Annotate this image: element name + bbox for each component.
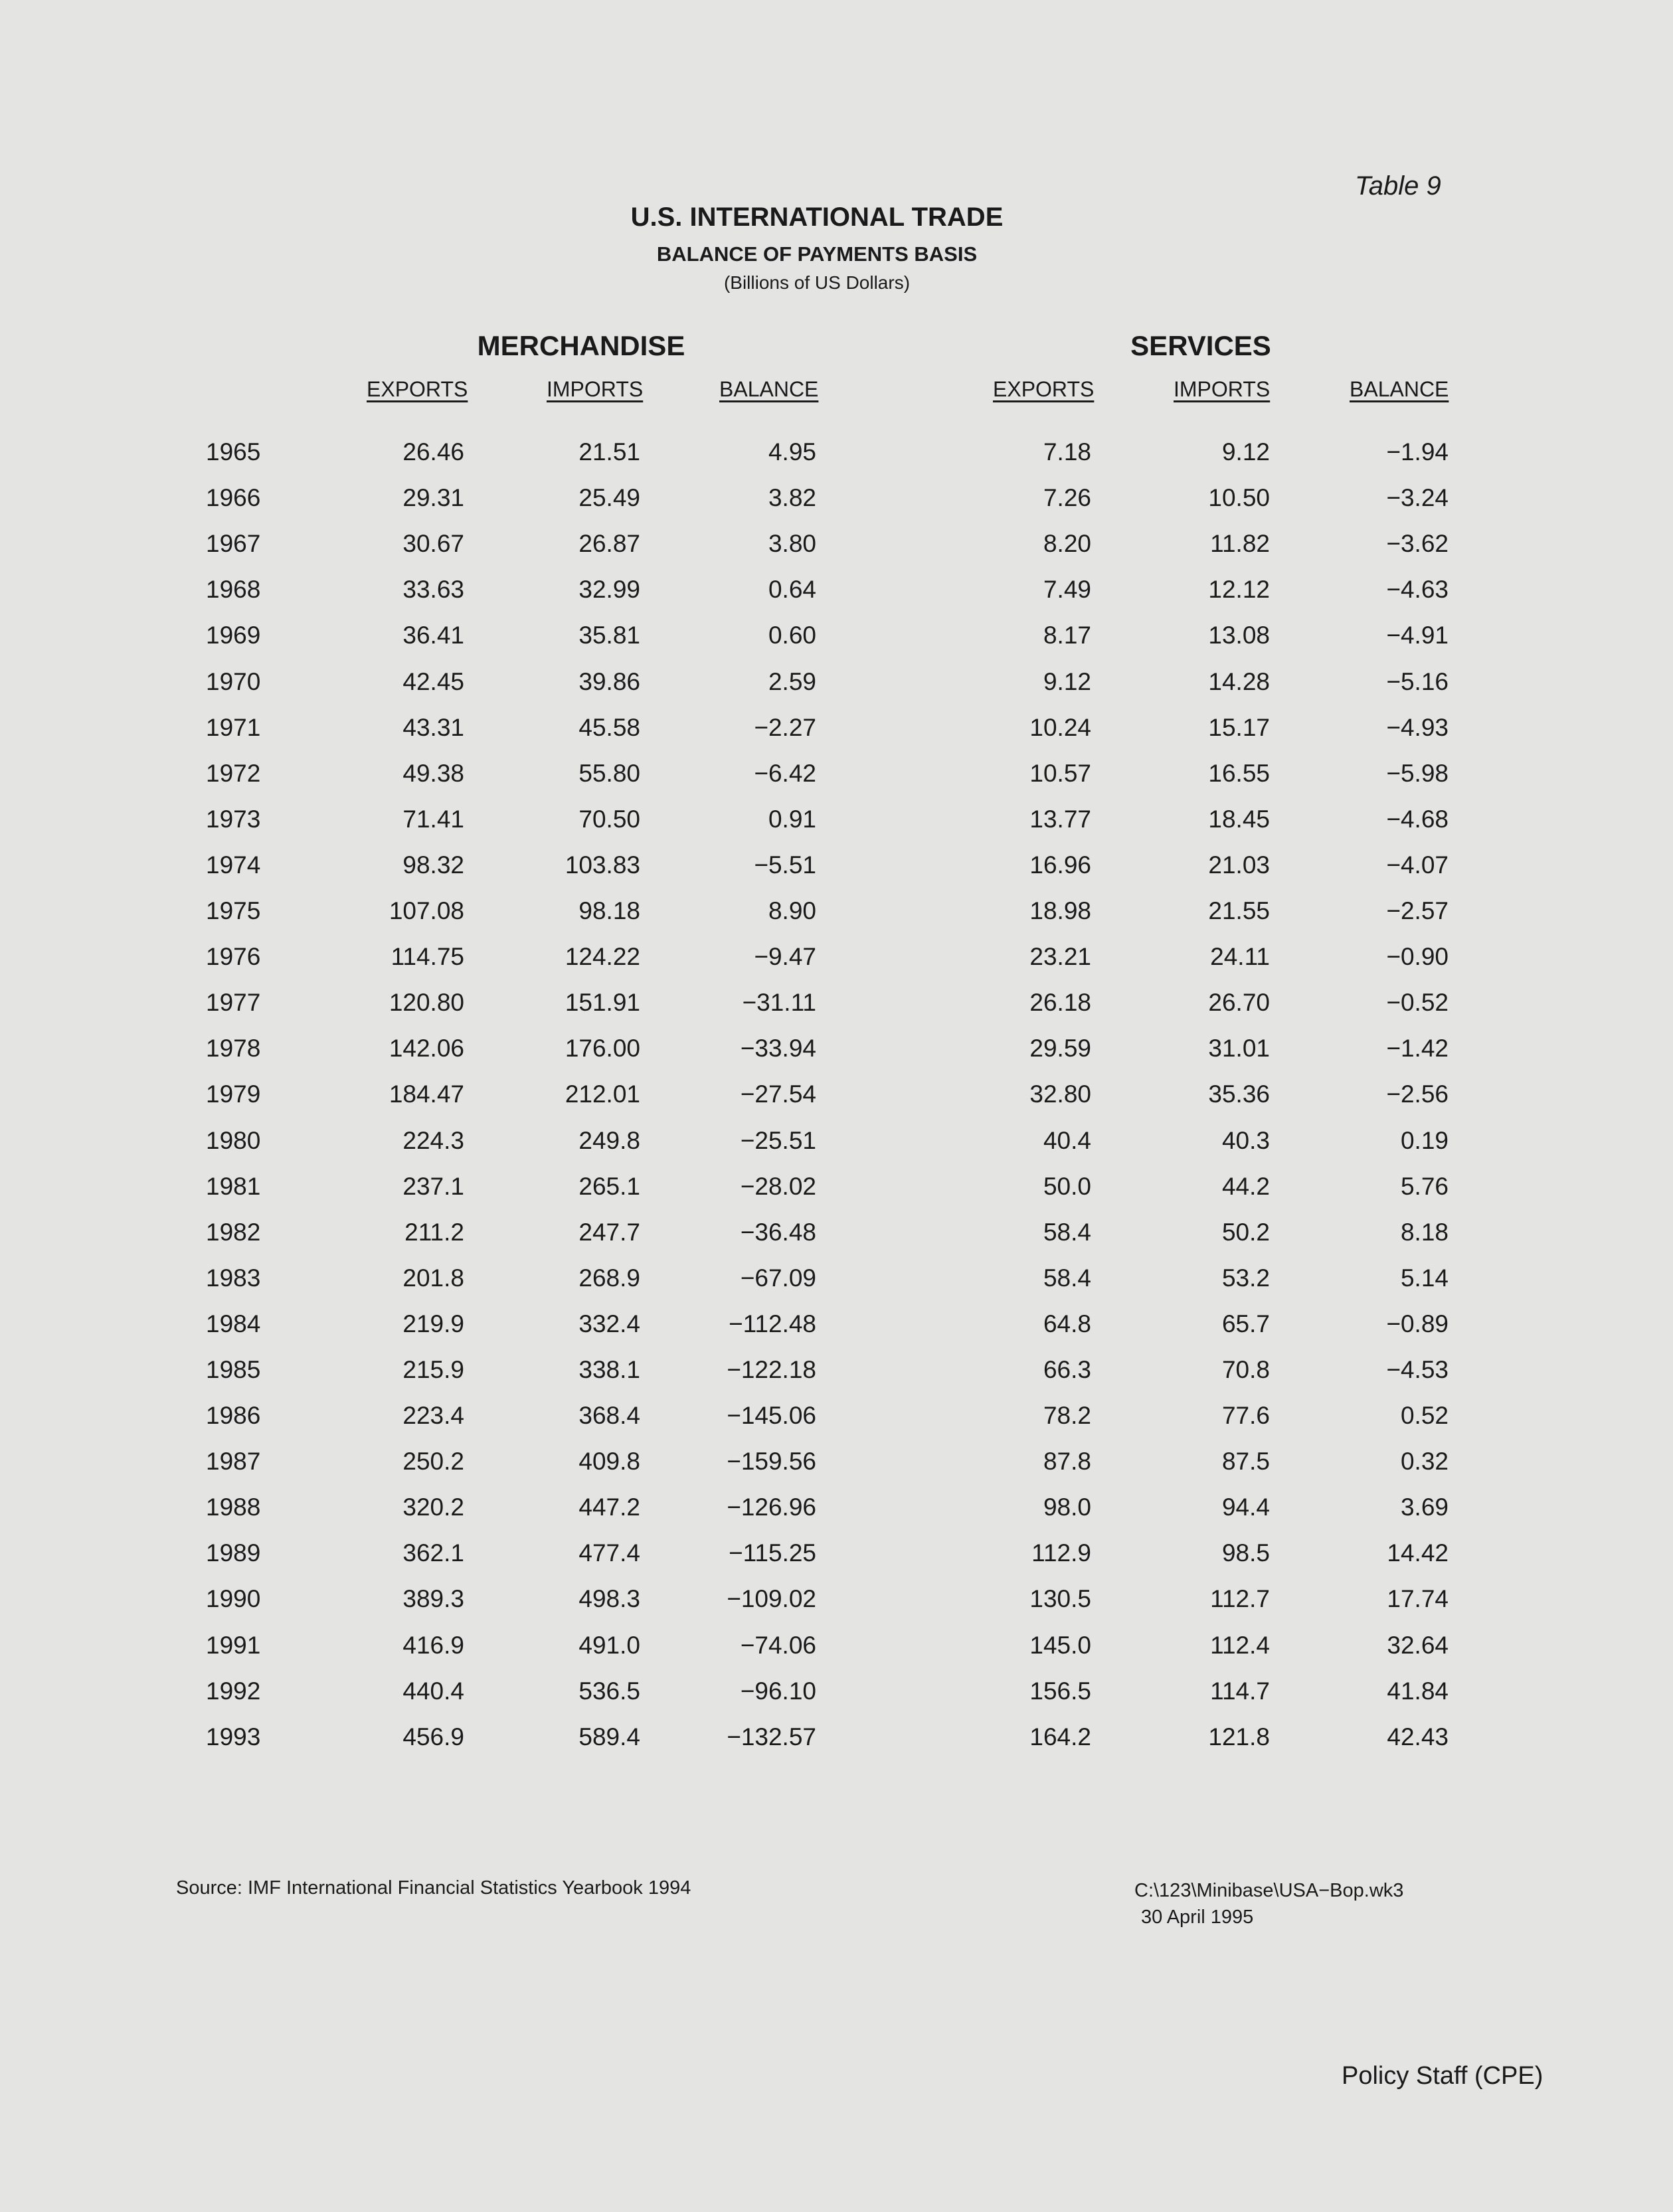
services-exports-cell: 98.0 <box>1043 1493 1091 1521</box>
merchandise-exports-cell: 320.2 <box>402 1493 464 1521</box>
services-imports-cell: 24.11 <box>1210 943 1270 970</box>
services-exports-cell: 58.4 <box>1043 1264 1091 1292</box>
merchandise-balance-cell: −36.48 <box>740 1219 816 1246</box>
table-row <box>0 1219 1673 1264</box>
merchandise-imports-cell: 368.4 <box>578 1402 640 1429</box>
services-imports-cell: 15.17 <box>1208 714 1270 741</box>
merchandise-balance-cell: −2.27 <box>754 714 816 741</box>
source-note: Source: IMF International Financial Statistics Yearbook 1994 <box>176 1877 691 1899</box>
services-imports-cell: 18.45 <box>1208 806 1270 833</box>
table-row <box>0 1632 1673 1677</box>
year-cell: 1979 <box>206 1080 261 1108</box>
services-imports-cell: 40.3 <box>1221 1127 1270 1154</box>
services-exports-cell: 7.49 <box>1043 576 1091 603</box>
year-cell: 1988 <box>206 1493 261 1521</box>
merchandise-balance-cell: −126.96 <box>727 1493 816 1521</box>
table-row <box>0 760 1673 806</box>
table-row <box>0 1080 1673 1126</box>
services-balance-cell: −4.07 <box>1386 851 1449 879</box>
services-balance-cell: −0.52 <box>1386 989 1449 1016</box>
merchandise-exports-cell: 26.46 <box>402 438 464 466</box>
merchandise-balance-cell: 0.64 <box>768 576 816 603</box>
year-cell: 1986 <box>206 1402 261 1429</box>
services-imports-cell: 112.7 <box>1210 1585 1270 1612</box>
services-balance-cell: 3.69 <box>1400 1493 1449 1521</box>
year-cell: 1970 <box>206 668 261 695</box>
services-exports-cell: 7.26 <box>1043 484 1091 511</box>
merchandise-balance-cell: −67.09 <box>740 1264 816 1292</box>
services-imports-cell: 9.12 <box>1221 438 1270 466</box>
merchandise-exports-cell: 211.2 <box>404 1219 464 1246</box>
year-cell: 1980 <box>206 1127 261 1154</box>
merchandise-balance-cell: −9.47 <box>754 943 816 970</box>
merchandise-imports-cell: 103.83 <box>565 851 640 879</box>
services-exports-cell: 58.4 <box>1043 1219 1091 1246</box>
merchandise-balance-cell: 4.95 <box>768 438 816 466</box>
services-exports-cell: 87.8 <box>1043 1448 1091 1475</box>
table-row <box>0 1310 1673 1356</box>
services-balance-cell: 42.43 <box>1387 1723 1449 1750</box>
merchandise-balance-cell: −132.57 <box>727 1723 816 1750</box>
services-balance-cell: −3.62 <box>1386 530 1449 557</box>
services-exports-cell: 29.59 <box>1029 1035 1091 1062</box>
units-note: (Billions of US Dollars) <box>723 272 911 293</box>
merchandise-exports-cell: 29.31 <box>402 484 464 511</box>
year-cell: 1968 <box>206 576 261 603</box>
services-imports-cell: 114.7 <box>1210 1677 1270 1705</box>
merchandise-exports-cell: 219.9 <box>402 1310 464 1337</box>
table-row <box>0 943 1673 989</box>
services-exports-cell: 10.24 <box>1029 714 1091 741</box>
table-row <box>0 576 1673 622</box>
services-balance-cell: 0.32 <box>1400 1448 1449 1475</box>
services-imports-cell: 13.08 <box>1208 622 1270 649</box>
services-exports-cell: 40.4 <box>1043 1127 1091 1154</box>
services-exports-cell: 64.8 <box>1043 1310 1091 1337</box>
merchandise-exports-cell: 43.31 <box>402 714 464 741</box>
merchandise-imports-cell: 45.58 <box>578 714 640 741</box>
merchandise-imports-cell: 447.2 <box>578 1493 640 1521</box>
merchandise-imports-cell: 39.86 <box>578 668 640 695</box>
document-title: U.S. INTERNATIONAL TRADE <box>630 203 1004 232</box>
merchandise-imports-cell: 247.7 <box>578 1219 640 1246</box>
year-cell: 1965 <box>206 438 261 466</box>
year-cell: 1981 <box>206 1173 261 1200</box>
services-exports-cell: 10.57 <box>1029 760 1091 787</box>
merchandise-imports-cell: 338.1 <box>578 1356 640 1383</box>
file-path: C:\123\Minibase\USA−Bop.wk3 <box>1134 1880 1404 1901</box>
services-imports-cell: 98.5 <box>1221 1539 1270 1567</box>
merchandise-balance-cell: −5.51 <box>754 851 816 879</box>
merchandise-balance-cell: −31.11 <box>742 989 816 1016</box>
services-imports-cell: 10.50 <box>1208 484 1270 511</box>
merchandise-balance-cell: 3.82 <box>768 484 816 511</box>
table-row <box>0 806 1673 851</box>
services-exports-cell: 50.0 <box>1043 1173 1091 1200</box>
merchandise-balance-cell: −96.10 <box>740 1677 816 1705</box>
merchandise-imports-cell: 21.51 <box>578 438 640 466</box>
services-exports-cell: 164.2 <box>1029 1723 1091 1750</box>
services-imports-cell: 65.7 <box>1221 1310 1270 1337</box>
services-balance-cell: −4.91 <box>1386 622 1449 649</box>
merchandise-balance-cell: −159.56 <box>727 1448 816 1475</box>
merchandise-balance-cell: 3.80 <box>768 530 816 557</box>
table-row <box>0 1723 1673 1769</box>
table-row <box>0 1402 1673 1448</box>
table-row <box>0 622 1673 667</box>
merchandise-exports-cell: 33.63 <box>402 576 464 603</box>
services-balance-cell: 8.18 <box>1400 1219 1449 1246</box>
year-cell: 1976 <box>206 943 261 970</box>
table-row <box>0 1585 1673 1631</box>
services-imports-cell: 12.12 <box>1208 576 1270 603</box>
services-imports-cell: 21.03 <box>1208 851 1270 879</box>
table-row <box>0 438 1673 484</box>
footer-department: Policy Staff (CPE) <box>1342 2062 1543 2090</box>
document-date: 30 April 1995 <box>1141 1907 1254 1928</box>
merchandise-exports-cell: 224.3 <box>402 1127 464 1154</box>
merchandise-balance-cell: −145.06 <box>727 1402 816 1429</box>
services-imports-cell: 121.8 <box>1208 1723 1270 1750</box>
services-balance-cell: −2.57 <box>1386 897 1449 924</box>
services-imports-cell: 77.6 <box>1221 1402 1270 1429</box>
year-cell: 1977 <box>206 989 261 1016</box>
services-exports-cell: 156.5 <box>1029 1677 1091 1705</box>
merchandise-group-header: MERCHANDISE <box>477 330 685 361</box>
merchandise-imports-cell: 25.49 <box>578 484 640 511</box>
merchandise-imports-cell: 491.0 <box>578 1632 640 1659</box>
table-row <box>0 1493 1673 1539</box>
services-imports-cell: 94.4 <box>1221 1493 1270 1521</box>
merchandise-imports-cell: 98.18 <box>578 897 640 924</box>
services-balance-cell: −4.63 <box>1386 576 1449 603</box>
merchandise-imports-cell: 332.4 <box>578 1310 640 1337</box>
merchandise-exports-cell: 36.41 <box>402 622 464 649</box>
services-imports-cell: 50.2 <box>1221 1219 1270 1246</box>
merchandise-balance-cell: −28.02 <box>740 1173 816 1200</box>
merchandise-exports-cell: 142.06 <box>389 1035 464 1062</box>
services-balance-cell: −4.68 <box>1386 806 1449 833</box>
services-balance-cell: −2.56 <box>1386 1080 1449 1108</box>
merchandise-exports-cell: 440.4 <box>402 1677 464 1705</box>
merchandise-imports-cell: 70.50 <box>578 806 640 833</box>
year-cell: 1991 <box>206 1632 261 1659</box>
merchandise-imports-cell: 265.1 <box>578 1173 640 1200</box>
table-row <box>0 851 1673 897</box>
merchandise-imports-cell: 124.22 <box>565 943 640 970</box>
year-cell: 1993 <box>206 1723 261 1750</box>
services-balance-cell: 41.84 <box>1387 1677 1449 1705</box>
services-imports-cell: 112.4 <box>1210 1632 1270 1659</box>
services-exports-cell: 18.98 <box>1029 897 1091 924</box>
year-cell: 1966 <box>206 484 261 511</box>
table-row <box>0 1264 1673 1310</box>
services-exports-cell: 7.18 <box>1043 438 1091 466</box>
merchandise-exports-cell: 114.75 <box>391 943 464 970</box>
merchandise-imports-cell: 249.8 <box>578 1127 640 1154</box>
table-row <box>0 1448 1673 1493</box>
merchandise-balance-cell: −122.18 <box>727 1356 816 1383</box>
services-imports-cell: 16.55 <box>1208 760 1270 787</box>
year-cell: 1967 <box>206 530 261 557</box>
merchandise-exports-cell: 30.67 <box>402 530 464 557</box>
services-exports-cell: 66.3 <box>1043 1356 1091 1383</box>
table-row <box>0 897 1673 943</box>
services-imports-cell: 35.36 <box>1208 1080 1270 1108</box>
merchandise-exports-cell: 389.3 <box>402 1585 464 1612</box>
services-exports-cell: 78.2 <box>1043 1402 1091 1429</box>
services-exports-cell: 23.21 <box>1029 943 1091 970</box>
merchandise-balance-cell: −112.48 <box>728 1310 816 1337</box>
services-imports-cell: 26.70 <box>1208 989 1270 1016</box>
services-balance-cell: −0.90 <box>1386 943 1449 970</box>
services-balance-cell: −0.89 <box>1386 1310 1449 1337</box>
table-row <box>0 530 1673 576</box>
merchandise-imports-header: IMPORTS <box>547 377 644 401</box>
year-cell: 1975 <box>206 897 261 924</box>
table-row <box>0 989 1673 1035</box>
year-cell: 1972 <box>206 760 261 787</box>
merchandise-imports-cell: 498.3 <box>578 1585 640 1612</box>
year-cell: 1969 <box>206 622 261 649</box>
merchandise-imports-cell: 151.91 <box>565 989 640 1016</box>
merchandise-exports-cell: 237.1 <box>402 1173 464 1200</box>
merchandise-exports-cell: 456.9 <box>402 1723 464 1750</box>
year-cell: 1973 <box>206 806 261 833</box>
merchandise-balance-cell: −25.51 <box>740 1127 816 1154</box>
merchandise-balance-cell: 2.59 <box>768 668 816 695</box>
merchandise-exports-cell: 120.80 <box>389 989 464 1016</box>
services-balance-cell: −4.93 <box>1386 714 1449 741</box>
services-balance-cell: 5.14 <box>1400 1264 1449 1292</box>
services-exports-cell: 8.20 <box>1043 530 1091 557</box>
table-row <box>0 668 1673 714</box>
table-row <box>0 714 1673 760</box>
merchandise-imports-cell: 268.9 <box>578 1264 640 1292</box>
merchandise-exports-cell: 98.32 <box>402 851 464 879</box>
merchandise-imports-cell: 212.01 <box>565 1080 640 1108</box>
file-reference <box>1134 1877 1403 1930</box>
year-cell: 1987 <box>206 1448 261 1475</box>
year-cell: 1974 <box>206 851 261 879</box>
year-cell: 1983 <box>206 1264 261 1292</box>
table-row <box>0 1127 1673 1173</box>
merchandise-balance-header: BALANCE <box>719 377 819 401</box>
merchandise-imports-cell: 409.8 <box>578 1448 640 1475</box>
year-cell: 1992 <box>206 1677 261 1705</box>
services-balance-cell: 5.76 <box>1400 1173 1449 1200</box>
table-number-label: Table 9 <box>1355 171 1441 201</box>
table-row <box>0 1356 1673 1402</box>
year-cell: 1982 <box>206 1219 261 1246</box>
services-balance-cell: −3.24 <box>1386 484 1449 511</box>
services-exports-cell: 26.18 <box>1029 989 1091 1016</box>
services-balance-cell: 0.19 <box>1400 1127 1449 1154</box>
merchandise-balance-cell: −33.94 <box>740 1035 816 1062</box>
year-cell: 1990 <box>206 1585 261 1612</box>
services-exports-cell: 145.0 <box>1029 1632 1091 1659</box>
merchandise-exports-cell: 223.4 <box>402 1402 464 1429</box>
services-exports-cell: 32.80 <box>1029 1080 1091 1108</box>
year-cell: 1971 <box>206 714 261 741</box>
table-row <box>0 1539 1673 1585</box>
merchandise-imports-cell: 55.80 <box>578 760 640 787</box>
year-cell: 1984 <box>206 1310 261 1337</box>
services-exports-cell: 13.77 <box>1029 806 1091 833</box>
services-imports-cell: 53.2 <box>1221 1264 1270 1292</box>
year-cell: 1985 <box>206 1356 261 1383</box>
merchandise-imports-cell: 32.99 <box>578 576 640 603</box>
merchandise-imports-cell: 536.5 <box>578 1677 640 1705</box>
services-balance-header: BALANCE <box>1350 377 1449 401</box>
merchandise-balance-cell: −109.02 <box>727 1585 816 1612</box>
merchandise-imports-cell: 589.4 <box>578 1723 640 1750</box>
merchandise-imports-cell: 477.4 <box>578 1539 640 1567</box>
merchandise-exports-cell: 49.38 <box>402 760 464 787</box>
services-imports-cell: 31.01 <box>1208 1035 1270 1062</box>
merchandise-exports-cell: 107.08 <box>389 897 464 924</box>
merchandise-exports-cell: 215.9 <box>402 1356 464 1383</box>
year-cell: 1989 <box>206 1539 261 1567</box>
services-imports-cell: 70.8 <box>1221 1356 1270 1383</box>
merchandise-balance-cell: −115.25 <box>728 1539 816 1567</box>
merchandise-balance-cell: −6.42 <box>754 760 816 787</box>
merchandise-balance-cell: 0.60 <box>768 622 816 649</box>
document-subtitle: BALANCE OF PAYMENTS BASIS <box>656 242 978 266</box>
merchandise-exports-cell: 362.1 <box>402 1539 464 1567</box>
merchandise-balance-cell: −74.06 <box>740 1632 816 1659</box>
table-row <box>0 1677 1673 1723</box>
services-group-header: SERVICES <box>1130 330 1271 361</box>
merchandise-imports-cell: 35.81 <box>578 622 640 649</box>
merchandise-exports-header: EXPORTS <box>367 377 468 401</box>
services-exports-cell: 130.5 <box>1029 1585 1091 1612</box>
merchandise-exports-cell: 250.2 <box>402 1448 464 1475</box>
merchandise-balance-cell: −27.54 <box>740 1080 816 1108</box>
services-balance-cell: −5.16 <box>1386 668 1449 695</box>
merchandise-exports-cell: 42.45 <box>402 668 464 695</box>
services-imports-cell: 44.2 <box>1221 1173 1270 1200</box>
merchandise-balance-cell: 0.91 <box>768 806 816 833</box>
services-exports-header: EXPORTS <box>993 377 1095 401</box>
year-cell: 1978 <box>206 1035 261 1062</box>
services-balance-cell: 0.52 <box>1400 1402 1449 1429</box>
services-balance-cell: 32.64 <box>1387 1632 1449 1659</box>
services-balance-cell: −1.94 <box>1386 438 1449 466</box>
services-imports-header: IMPORTS <box>1174 377 1271 401</box>
merchandise-imports-cell: 176.00 <box>565 1035 640 1062</box>
merchandise-imports-cell: 26.87 <box>578 530 640 557</box>
table-row <box>0 1035 1673 1080</box>
merchandise-exports-cell: 184.47 <box>389 1080 464 1108</box>
services-balance-cell: 14.42 <box>1387 1539 1449 1567</box>
services-balance-cell: 17.74 <box>1387 1585 1449 1612</box>
table-row <box>0 1173 1673 1219</box>
merchandise-exports-cell: 71.41 <box>402 806 464 833</box>
services-balance-cell: −4.53 <box>1386 1356 1449 1383</box>
services-exports-cell: 16.96 <box>1029 851 1091 879</box>
table-row <box>0 484 1673 530</box>
services-balance-cell: −5.98 <box>1386 760 1449 787</box>
services-imports-cell: 87.5 <box>1221 1448 1270 1475</box>
services-exports-cell: 112.9 <box>1031 1539 1091 1567</box>
merchandise-exports-cell: 201.8 <box>402 1264 464 1292</box>
services-imports-cell: 14.28 <box>1208 668 1270 695</box>
services-exports-cell: 8.17 <box>1043 622 1091 649</box>
merchandise-exports-cell: 416.9 <box>402 1632 464 1659</box>
services-imports-cell: 21.55 <box>1208 897 1270 924</box>
services-balance-cell: −1.42 <box>1386 1035 1449 1062</box>
services-imports-cell: 11.82 <box>1210 530 1270 557</box>
merchandise-balance-cell: 8.90 <box>768 897 816 924</box>
services-exports-cell: 9.12 <box>1043 668 1091 695</box>
